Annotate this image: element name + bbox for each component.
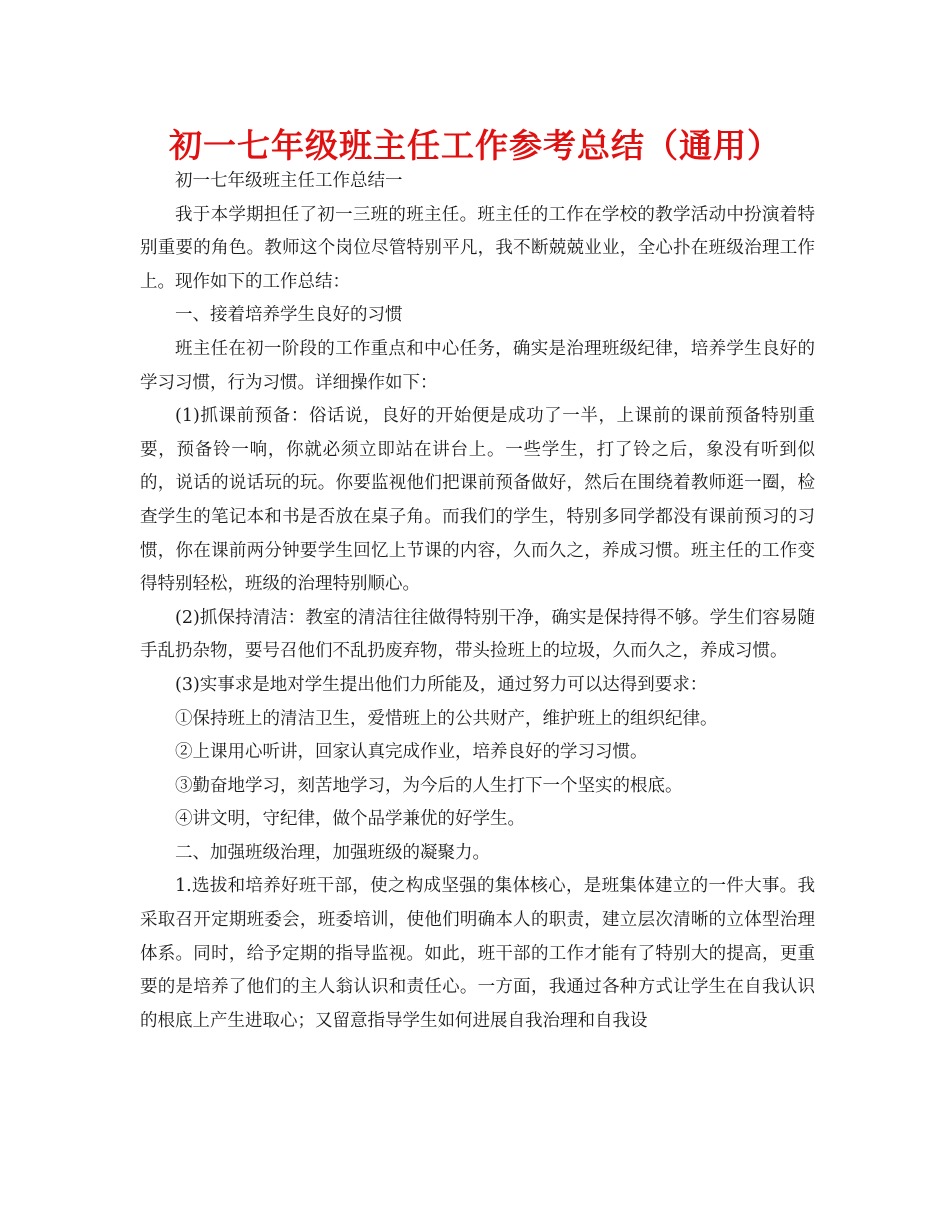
document-title: 初一七年级班主任工作参考总结（通用） — [169, 126, 781, 165]
list-item-circle-1: ①保持班上的清洁卫生，爱惜班上的公共财产，维护班上的组织纪律。 — [175, 708, 718, 729]
list-item-circle-4: ④讲文明，守纪律，做个品学兼优的好学生。 — [175, 809, 525, 830]
paragraph-item-1: (1)抓课前预备：俗话说，良好的开始便是成功了一半，上课前的课前预备特别重要，预备铃一响，你就必须立即站在讲台上。一些学生，打了铃之后，象没有听到似的，说话的说话玩的玩。你要监视他们把课前预备做好，然后在围绕着教师逛一圈，检查学生的笔记本和书是否放在桌子角。而我们的学生，特别多同学都没有课前预习的习惯，你在课前两分钟要学生回忆上节课的内容，久而久之，养成习惯。班主任的工作变得特别轻松，班级的治理特别顺心。 — [140, 406, 815, 595]
list-item-circle-2: ②上课用心听讲，回家认真完成作业，培养良好的学习习惯。 — [175, 742, 648, 763]
section-subtitle: 初一七年级班主任工作总结一 — [175, 171, 403, 191]
document-body — [140, 165, 815, 1038]
paragraph-intro: 我于本学期担任了初一三班的班主任。班主任的工作在学校的教学活动中扮演着特别重要的角色。教师这个岗位尽管特别平凡，我不断兢兢业业，全心扑在班级治理工作上。现作如下的工作总结： — [140, 204, 815, 292]
list-item-circle-3: ③勤奋地学习，刻苦地学习，为今后的人生打下一个坚实的根底。 — [175, 775, 683, 796]
paragraph-item-2: (2)抓保持清洁：教室的清洁往往做得特别干净，确实是保持得不够。学生们容易随手乱扔杂物，要号召他们不乱扔废弃物，带头捡班上的垃圾，久而久之，养成习惯。 — [140, 607, 815, 662]
paragraph-cadres: 1.选拔和培养好班干部，使之构成坚强的集体核心，是班集体建立的一件大事。我采取召开定期班委会，班委培训，使他们明确本人的职责，建立层次清晰的立体型治理体系。同时，给予定期的指导监视。如此，班干部的工作才能有了特别大的提高，更重要的是培养了他们的主人翁认识和责任心。一方面，我通过各种方式让学生在自我认识的根底上产生进取心；又留意指导学生如何进展自我治理和自我设 — [140, 876, 815, 1031]
section-heading-1: 一、接着培养学生良好的习惯 — [175, 305, 403, 326]
paragraph-focus: 班主任在初一阶段的工作重点和中心任务，确实是治理班级纪律，培养学生良好的学习习惯，行为习惯。详细操作如下： — [140, 338, 815, 393]
paragraph-item-3: (3)实事求是地对学生提出他们力所能及，通过努力可以达得到要求： — [175, 674, 708, 695]
section-heading-2: 二、加强班级治理，加强班级的凝聚力。 — [175, 842, 490, 863]
